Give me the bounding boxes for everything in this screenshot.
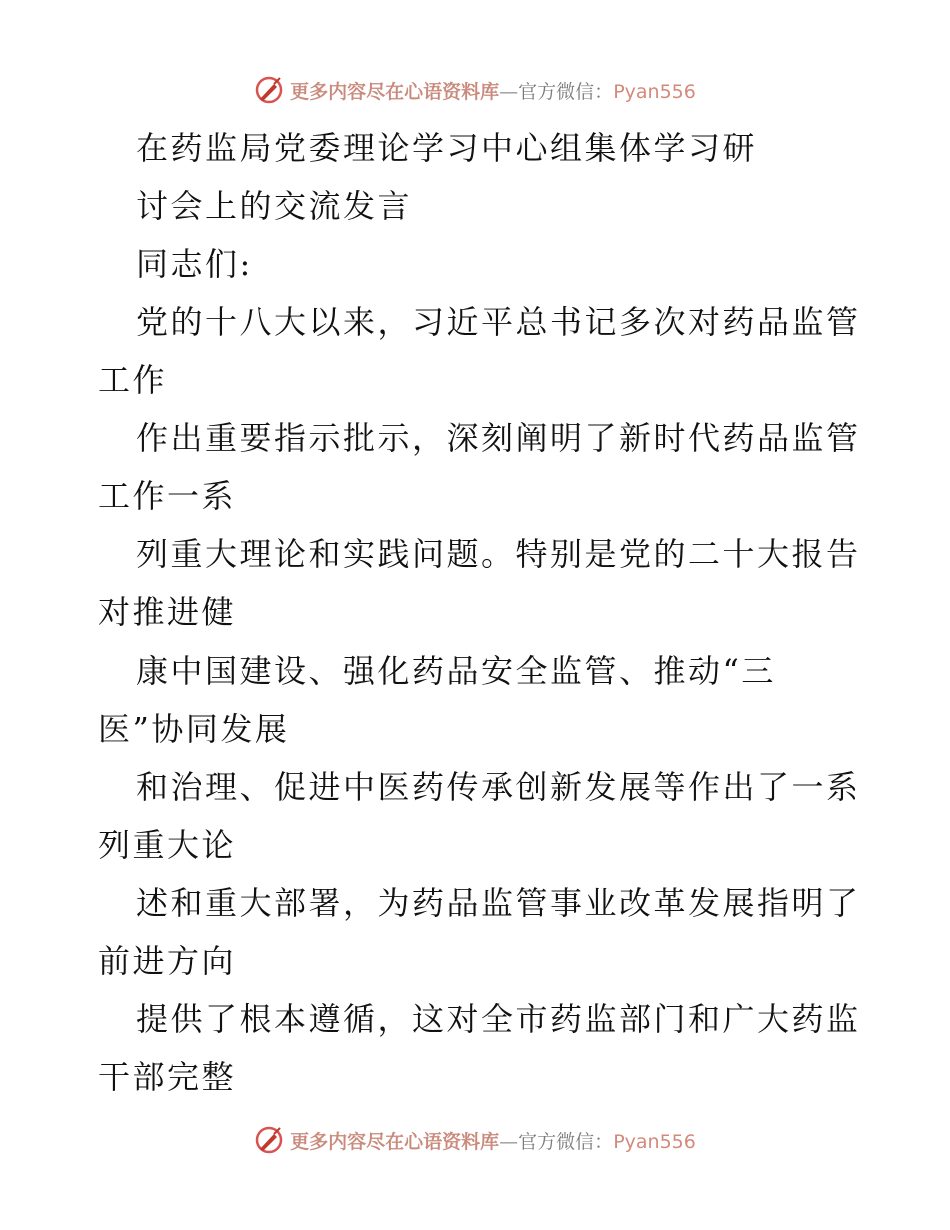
text-line: 干部完整 — [98, 1058, 237, 1096]
salutation: 同志们: — [136, 245, 253, 283]
watermark-dash: — — [499, 80, 519, 103]
document-title-line-2: 讨会上的交流发言 — [136, 187, 413, 225]
watermark-brand: 更多内容尽在心语资料库 — [290, 80, 500, 103]
text-line: 列重大论 — [98, 826, 237, 864]
quill-pen-logo-icon — [254, 75, 284, 105]
text-line: 前进方向 — [98, 942, 237, 980]
text-line: 列重大理论和实践问题。特别是党的二十大报告 — [136, 535, 861, 573]
text-line: 工作 — [98, 361, 168, 399]
watermark-id: Pyan556 — [613, 80, 696, 103]
text-line: 对推进健 — [98, 593, 237, 631]
watermark-dash: — — [499, 1130, 519, 1153]
footer-watermark — [0, 1120, 950, 1160]
watermark-id: Pyan556 — [613, 1130, 696, 1153]
header-watermark — [0, 70, 950, 110]
document-title-line-1: 在药监局党委理论学习中心组集体学习研 — [136, 129, 758, 167]
watermark-label: 官方微信： — [518, 80, 614, 103]
watermark-label: 官方微信： — [518, 1130, 614, 1153]
text-line: 党的十八大以来，习近平总书记多次对药品监管 — [136, 303, 861, 341]
watermark-brand: 更多内容尽在心语资料库 — [290, 1130, 500, 1153]
quill-pen-logo-icon — [254, 1125, 284, 1155]
text-line: 作出重要指示批示，深刻阐明了新时代药品监管 — [136, 419, 861, 457]
text-line: 述和重大部署，为药品监管事业改革发展指明了 — [136, 884, 861, 922]
text-line: 康中国建设、强化药品安全监管、推动“三 — [136, 652, 776, 690]
text-line: 和治理、促进中医药传承创新发展等作出了一系 — [136, 768, 861, 806]
text-line: 提供了根本遵循，这对全市药监部门和广大药监 — [136, 1000, 861, 1038]
text-line: 医”协同发展 — [98, 710, 290, 748]
text-line: 工作一系 — [98, 477, 237, 515]
